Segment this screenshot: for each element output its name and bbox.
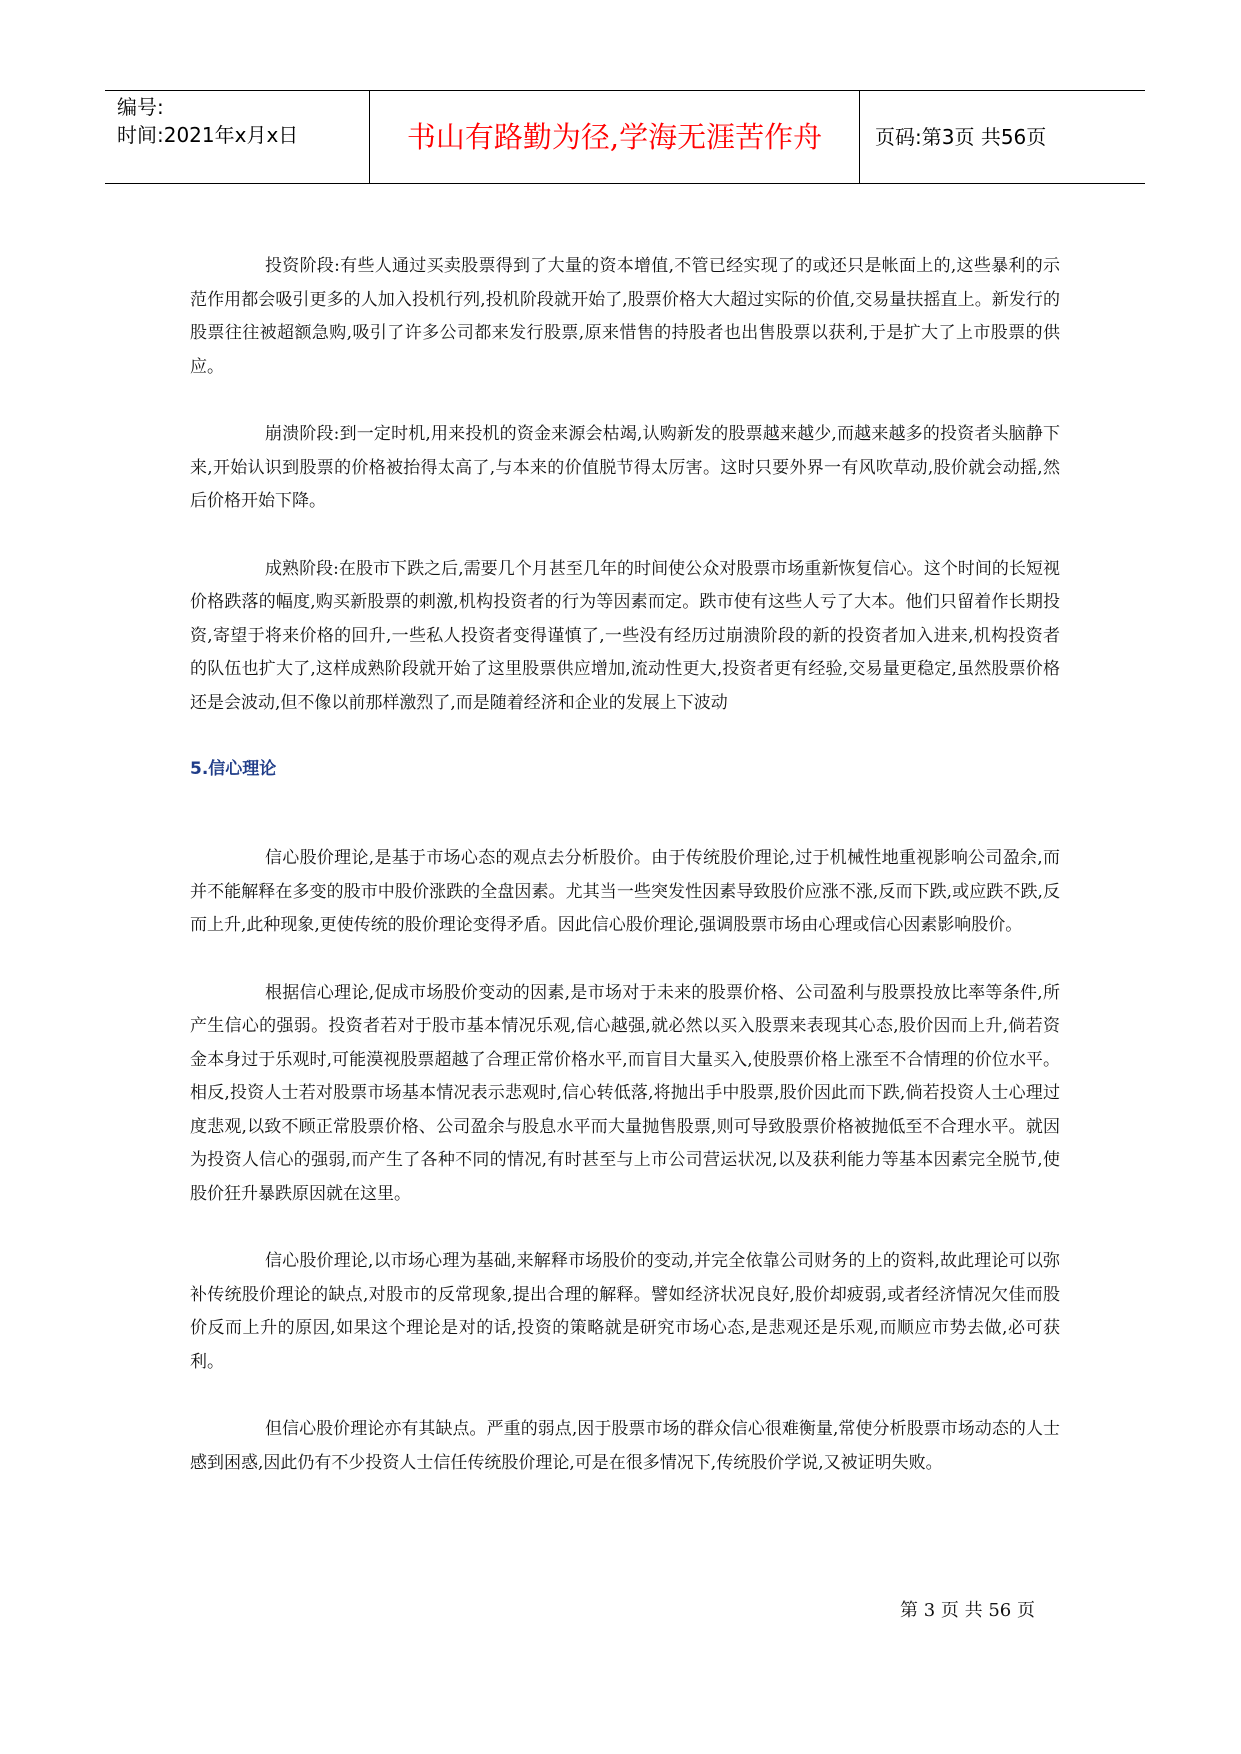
paragraph-mature-stage: 成熟阶段:在股市下跌之后,需要几个月甚至几年的时间使公众对股票市场重新恢复信心。这个时间的长短视价格跌落的幅度,购买新股票的刺激,机构投资者的行为等因素而定。跌市使有这些人亏了大本。他们只留着作长期投资,寄望于将来价格的回升,一些私人投资者变得谨慎了,一些没有经历过崩溃阶段的新的投资者加入进来,机构投资者的队伍也扩大了,这样成熟阶段就开始了这里股票供应增加,流动性更大,投资者更有经验,交易量更稳定,虽然股票价格还是会波动,但不像以前那样激烈了,而是随着经济和企业的发展上下波动	[190, 558, 1060, 713]
page-footer: 第 3 页 共 56 页	[900, 1600, 1035, 1621]
header-meta	[117, 93, 367, 149]
page-header	[105, 90, 1145, 184]
paragraph-confidence-factors: 根据信心理论,促成市场股价变动的因素,是市场对于未来的股票价格、公司盈利与股票投放比率等条件,所产生信心的强弱。投资者若对于股市基本情况乐观,信心越强,就必然以买入股票来表现其心态,股价因而上升,倘若资金本身过于乐观时,可能漠视股票超越了合理正常价格水平,而盲目大量买入,使股票价格上涨至不合情理的价位水平。相反,投资人士若对股票市场基本情况表示悲观时,信心转低落,将抛出手中股票,股价因此而下跌,倘若投资人士心理过度悲观,以致不顾正常股票价格、公司盈余与股息水平而大量抛售股票,则可导致股票价格被抛低至不合理水平。就因为投资人信心的强弱,而产生了各种不同的情况,有时甚至与上市公司营运状况,以及获利能力等基本因素完全脱节,使股价狂升暴跌原因就在这里。	[190, 982, 1060, 1204]
paragraph-confidence-basis: 信心股价理论,以市场心理为基础,来解释市场股价的变动,并完全依靠公司财务的上的资料,故此理论可以弥补传统股价理论的缺点,对股市的反常现象,提出合理的解释。譬如经济状况良好,股价却疲弱,或者经济情况欠佳而股价反而上升的原因,如果这个理论是对的话,投资的策略就是研究市场心态,是悲观还是乐观,而顺应市势去做,必可获利。	[190, 1251, 1060, 1372]
section-title: 5.信心理论	[190, 759, 277, 779]
paragraph-collapse-stage: 崩溃阶段:到一定时机,用来投机的资金来源会枯竭,认购新发的股票越来越少,而越来越多的投资者头脑静下来,开始认识到股票的价格被抬得太高了,与本来的价值脱节得太厉害。这时只要外界一有风吹草动,股价就会动摇,然后价格开始下降。	[190, 424, 1060, 511]
paragraph-investment-stage: 投资阶段:有些人通过买卖股票得到了大量的资本增值,不管已经实现了的或还只是帐面上的,这些暴利的示范作用都会吸引更多的人加入投机行列,投机阶段就开始了,股票价格大大超过实际的价值,交易量扶摇直上。新发行的股票往往被超额急购,吸引了许多公司都来发行股票,原来惜售的持股者也出售股票以获利,于是扩大了上市股票的供应。	[190, 256, 1060, 377]
paragraph-confidence-weakness: 但信心股价理论亦有其缺点。严重的弱点,因于股票市场的群众信心很难衡量,常使分析股票市场动态的人士感到困惑,因此仍有不少投资人士信任传统股价理论,可是在很多情况下,传统股价学说,又被证明失败。	[190, 1419, 1060, 1473]
header-motto: 书山有路勤为径,学海无涯苦作舟	[406, 120, 823, 154]
header-page-number: 页码:第3页 共56页	[875, 125, 1047, 149]
paragraph-confidence-theory-intro: 信心股价理论,是基于市场心态的观点去分析股价。由于传统股价理论,过于机械性地重视影响公司盈余,而并不能解释在多变的股市中股价涨跌的全盘因素。尤其当一些突发性因素导致股价应涨不涨,反而下跌,或应跌不跌,反而上升,此种现象,更使传统的股价理论变得矛盾。因此信心股价理论,强调股票市场由心理或信心因素影响股价。	[190, 848, 1060, 935]
number-label: 编号:	[117, 95, 164, 119]
header-divider	[859, 91, 860, 183]
time-label: 时间:2021年x月x日	[117, 123, 299, 147]
document-body	[190, 250, 1060, 1514]
